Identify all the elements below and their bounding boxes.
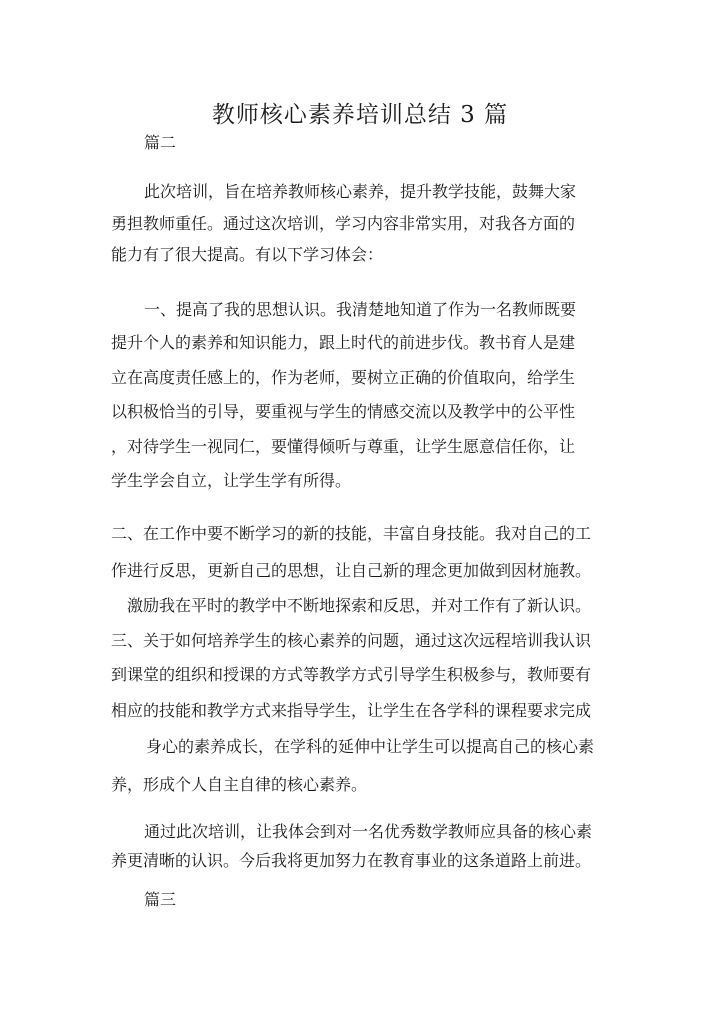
point-three-line: 到课堂的组织和授课的方式等教学方式引导学生积极参与，教师要有: [111, 665, 592, 684]
point-one-line: 一、提高了我的思想认识。我清楚地知道了作为一名教师既要: [144, 300, 577, 319]
point-three-line: 相应的技能和教学方式来指导学生，让学生在各学科的课程要求完成: [111, 701, 592, 720]
point-one-line: 学生学会自立，让学生学有所得。: [111, 471, 352, 490]
point-one-line: 立在高度责任感上的，作为老师，要树立正确的价值取向，给学生: [111, 368, 576, 387]
point-one-line: ，对待学生一视同仁，要懂得倾听与尊重，让学生愿意信任你，让: [111, 437, 576, 456]
point-two-line: 二、在工作中要不断学习的新的技能，丰富自身技能。我对自己的工: [111, 524, 592, 543]
point-one-line: 提升个人的素养和知识能力，跟上时代的前进步伐。教书育人是建: [111, 333, 576, 352]
section-heading-two: 篇二: [144, 133, 177, 152]
intro-line: 此次培训，旨在培养教师核心素养，提升教学技能，鼓舞大家: [144, 182, 577, 201]
point-three-line: 三、关于如何培养学生的核心素养的问题，通过这次远程培训我认识: [111, 631, 592, 650]
section-heading-three: 篇三: [144, 890, 177, 909]
intro-line: 勇担教师重任。通过这次培训，学习内容非常实用，对我各方面的: [111, 214, 576, 233]
document-title: 教师核心素养培训总结 3 篇: [211, 102, 509, 128]
conclusion-line: 养更清晰的认识。今后我将更加努力在教育事业的这条道路上前进。: [111, 851, 592, 870]
intro-line: 能力有了很大提高。有以下学习体会：: [111, 245, 384, 264]
point-three-line: 身心的素养成长，在学科的延伸中让学生可以提高自己的核心素: [146, 737, 595, 756]
point-two-line: 作进行反思，更新自己的思想，让自己新的理念更加做到因材施教。: [111, 561, 592, 580]
point-three-line: 养，形成个人自主自律的核心素养。: [111, 775, 368, 794]
point-one-line: 以积极恰当的引导，要重视与学生的情感交流以及教学中的公平性: [111, 402, 576, 421]
conclusion-line: 通过此次培训，让我体会到对一名优秀数学教师应具备的核心素: [144, 822, 593, 841]
point-two-line: 激励我在平时的教学中不断地探索和反思，并对工作有了新认识。: [127, 596, 592, 615]
